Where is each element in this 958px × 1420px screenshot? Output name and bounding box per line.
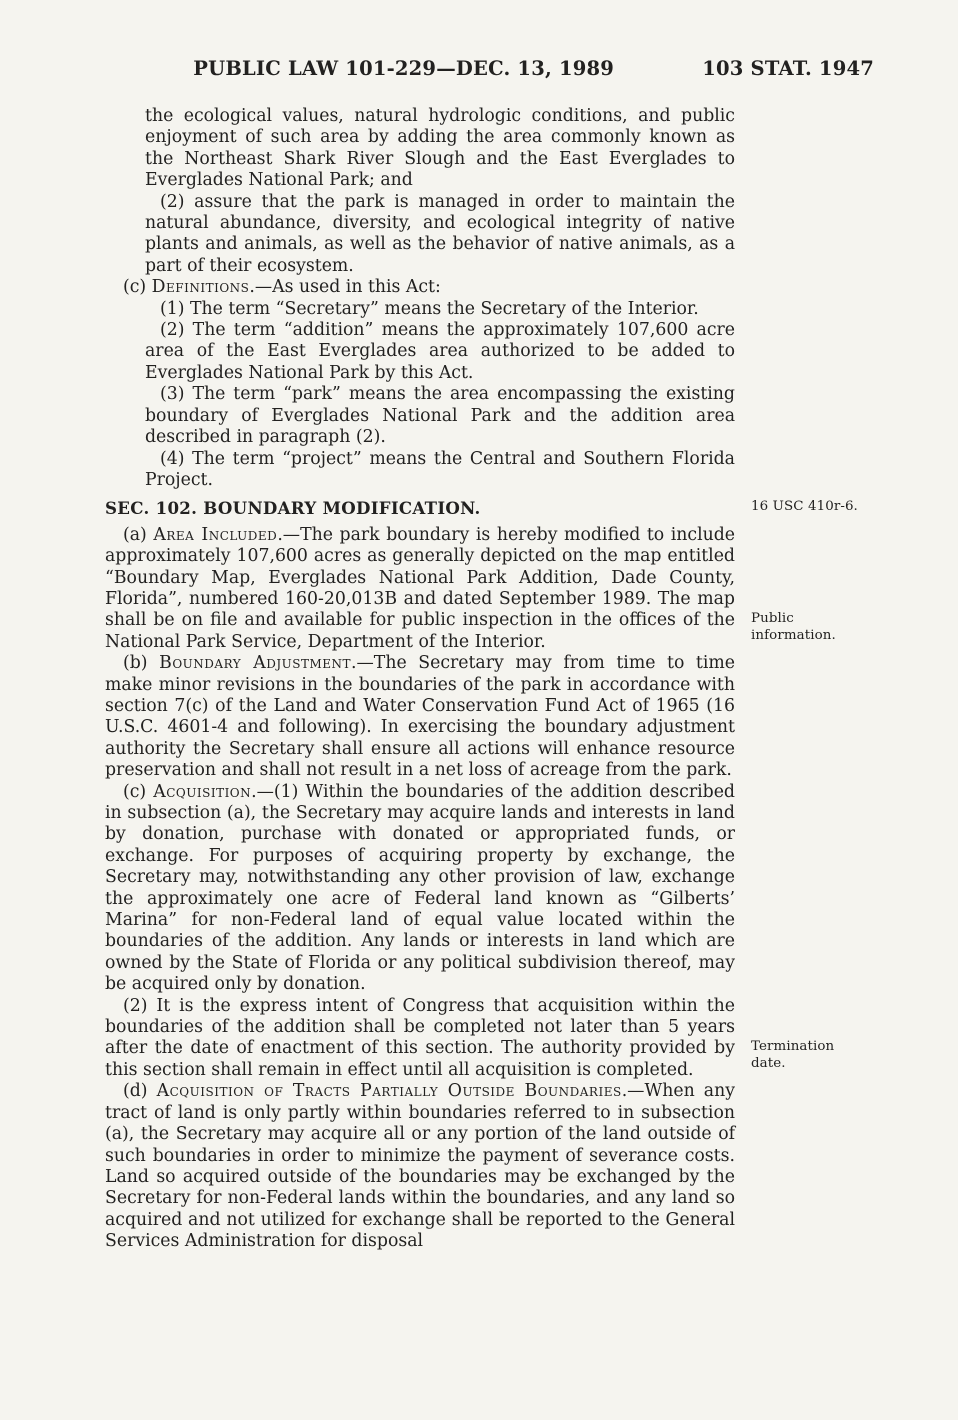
small-caps-term: Acquisition: [153, 781, 252, 802]
text-run: (a): [123, 524, 154, 545]
text-run: (1) The term “Secretary” means the Secretary of the Interior.: [160, 298, 699, 319]
text-run: (d): [123, 1081, 157, 1102]
text-run: (c): [123, 781, 154, 802]
statute-paragraph: [145, 192, 735, 278]
margin-note-line: date.: [751, 1055, 786, 1071]
text-run: (b): [123, 653, 160, 674]
statute-paragraph: [145, 449, 735, 492]
text-run: (3) The term “park” means the area encompassing the existing boundary of Everglades National Park and the addition area described in paragraph (2).: [145, 384, 735, 448]
text-run: (2) It is the express intent of Congress that acquisition within the boundaries of the addition shall be completed not later than 5 years after the date of enactment of this section. The authority provided by this section shall remain in effect until all acquisition is completed.: [105, 995, 735, 1080]
margin-note: [751, 499, 891, 516]
small-caps-term: Area Included: [153, 524, 278, 545]
margin-note-line: 16 USC 410r-6.: [751, 499, 858, 515]
small-caps-term: Acquisition of Tracts Partially Outside Boundaries: [156, 1081, 622, 1102]
margin-note-line: Public: [751, 611, 794, 627]
text-run: .—(1) Within the boundaries of the addition described in subsection (a), the Secretary may acquire lands and interests in land by donation, purchase with donated or appropriated funds, or exchange. For purposes of acquiring property by exchange, the Secretary may, notwithstanding any other provision of law, exchange the approximately one acre of Federal land known as “Gilberts’ Marina” for non-Federal land of equal value located within the boundaries of the addition. Any lands or interests in land which are owned by the State of Florida or any political subdivision thereof, may be acquired only by donation.: [105, 781, 735, 995]
law-title: PUBLIC LAW 101-229—DEC. 13, 1989: [193, 57, 615, 80]
statute-body: [105, 106, 858, 1253]
statute-paragraph: [145, 384, 735, 448]
statute-paragraph: [105, 995, 835, 1082]
statute-paragraph: [145, 320, 735, 384]
text-run: .—As used in this Act:: [249, 277, 441, 298]
small-caps-term: Definitions: [151, 277, 250, 298]
margin-note: [751, 1039, 891, 1072]
margin-note-line: Termination: [751, 1039, 835, 1055]
section-heading: [105, 498, 858, 519]
text-run: SEC. 102. BOUNDARY MODIFICATION.: [105, 498, 481, 519]
text-run: (4) The term “project” means the Central and Southern Florida Project.: [145, 448, 735, 490]
text-run: (c): [123, 277, 152, 298]
small-caps-term: Boundary Adjustment: [159, 653, 352, 674]
statute-paragraph: [105, 782, 735, 996]
statute-paragraph: [105, 277, 735, 298]
text-run: (2) assure that the park is managed in order to maintain the natural abundance, diversity, and ecological integrity of native plants and animals, as well as the behavior of native animals, as a part of their ecosystem.: [145, 191, 735, 276]
statute-paragraph: [145, 299, 735, 320]
stat-page-number: 103 STAT. 1947: [702, 57, 874, 80]
statute-paragraph: [105, 524, 836, 653]
text-run: .—The Secretary may from time to time make minor revisions in the boundaries of the park in accordance with section 7(c) of the Land and Water Conservation Fund Act of 1965 (16 U.S.C. 4601-4 and following). In exercising the boundary adjustment authority the Secretary shall ensure all actions will enhance resource preservation and shall not result in a net loss of acreage from the park.: [105, 653, 736, 781]
page-header: [105, 57, 874, 80]
margin-note-line: information.: [751, 627, 836, 643]
statute-paragraph: [145, 106, 735, 192]
margin-note: [751, 611, 891, 644]
text-run: .—When any tract of land is only partly within boundaries referred to in subsection (a), the Secretary may acquire all or any portion of the land outside of such boundaries in order to minimize the payment of severance costs. Land so acquired outside of the boundaries may be exchanged by the Secretary for non-Federal lands within the boundaries, and any land so acquired and not utilized for exchange shall be reported to the General Services Administration for disposal: [105, 1081, 735, 1252]
text-run: .—The park boundary is hereby modified to include approximately 107,600 acres as generally depicted on the map entitled “Boundary Map, Everglades National Park Addition, Dade County, Florida”, numbered 160-20,013B and dated September 1989. The map shall be on file and available for public inspection in the offices of the National Park Service, Department of the Interior.: [105, 524, 736, 652]
text-run: the ecological values, natural hydrologic conditions, and public enjoyment of such area by adding the area commonly known as the Northeast Shark River Slough and the East Everglades to Everglades National Park; and: [145, 106, 735, 191]
text-run: (2) The term “addition” means the approximately 107,600 acre area of the East Everglades area authorized to be added to Everglades National Park by this Act.: [145, 320, 735, 383]
statute-paragraph: [105, 653, 735, 781]
statute-paragraph: [105, 1081, 735, 1252]
